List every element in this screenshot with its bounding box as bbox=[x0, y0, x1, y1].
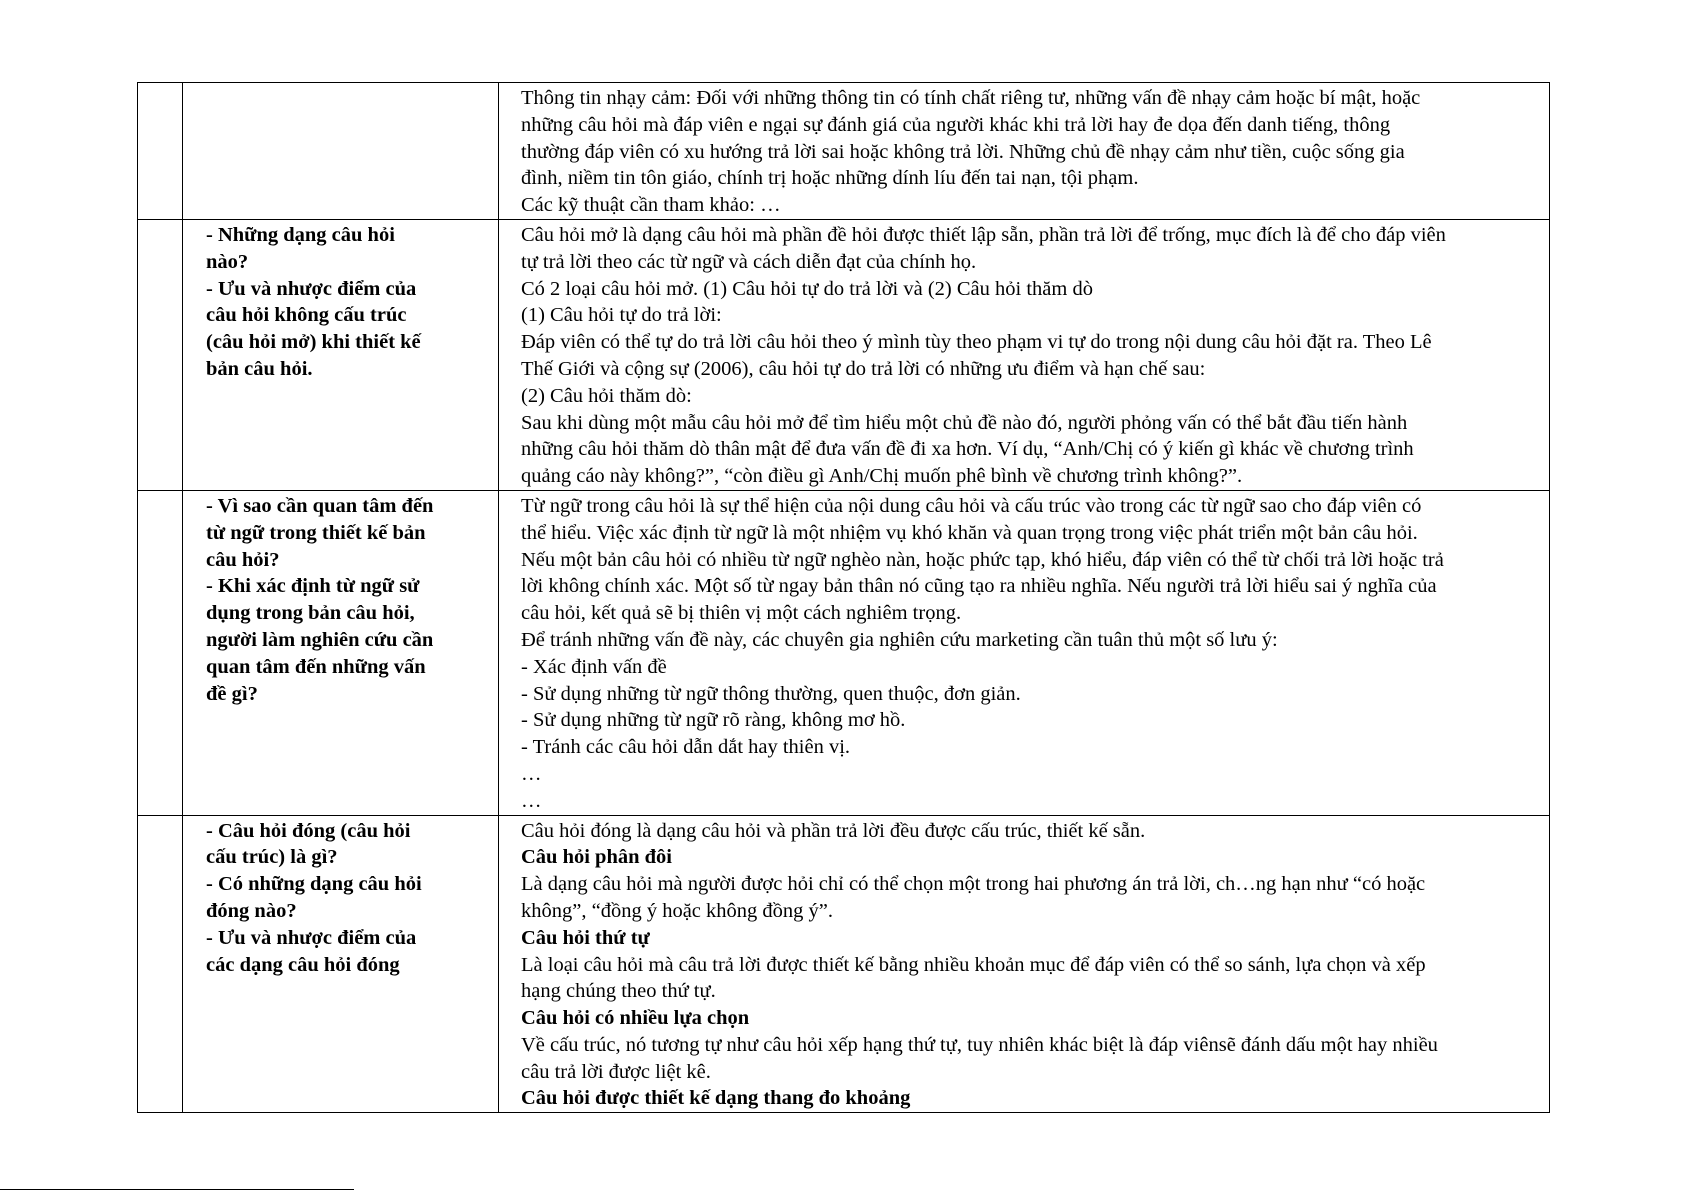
question-line: câu hỏi không cấu trúc bbox=[206, 304, 407, 327]
question-line: - Câu hỏi đóng (câu hỏi bbox=[206, 819, 411, 842]
answer-cell bbox=[499, 815, 1550, 1113]
answer-subheading: Câu hỏi có nhiều lựa chọn bbox=[521, 1007, 750, 1030]
answer-line: - Sử dụng những từ ngữ thông thường, quen thuộc, đơn giản. bbox=[521, 682, 1021, 705]
answer-line: Câu hỏi mở là dạng câu hỏi mà phần đề hỏi được thiết lập sẵn, phần trả lời để trống, mục đích là để cho đáp viên bbox=[521, 223, 1446, 246]
question-line: - Khi xác định từ ngữ sử bbox=[206, 575, 420, 598]
answer-line: câu hỏi, kết quả sẽ bị thiên vị một cách nghiêm trọng. bbox=[521, 602, 962, 625]
answer-line: … bbox=[521, 789, 542, 812]
answer-line: (2) Câu hỏi thăm dò: bbox=[521, 384, 692, 407]
question-line: - Ưu và nhược điểm của bbox=[206, 926, 417, 949]
question-line: câu hỏi? bbox=[206, 548, 280, 571]
question-line: người làm nghiên cứu cần bbox=[206, 628, 434, 651]
answer-cell bbox=[499, 490, 1550, 815]
question-line: từ ngữ trong thiết kế bản bbox=[206, 521, 426, 544]
answer-line: - Xác định vấn đề bbox=[521, 655, 667, 678]
answer-line: Để tránh những vấn đề này, các chuyên gia nghiên cứu marketing cần tuân thủ một số lưu ý: bbox=[521, 628, 1278, 651]
answer-line: Các kỹ thuật cần tham khảo: … bbox=[521, 194, 781, 217]
answer-line: hạng chúng theo thứ tự. bbox=[521, 980, 716, 1003]
question-line: (câu hỏi mở) khi thiết kế bbox=[206, 331, 421, 354]
table-row bbox=[138, 83, 1550, 220]
answer-line: không”, “đồng ý hoặc không đồng ý”. bbox=[521, 899, 833, 922]
answer-line: Về cấu trúc, nó tương tự như câu hỏi xếp hạng thứ tự, tuy nhiên khác biệt là đáp viênsẽ đánh dấu một hay nhiều bbox=[521, 1033, 1438, 1056]
question-line: đề gì? bbox=[206, 682, 258, 705]
answer-line: Từ ngữ trong câu hỏi là sự thể hiện của nội dung câu hỏi và cấu trúc vào trong các từ ngữ sao cho đáp viên có bbox=[521, 494, 1422, 517]
answer-line: những câu hỏi mà đáp viên e ngại sự đánh giá của người khác khi trả lời hay đe dọa đến danh tiếng, thông bbox=[521, 113, 1391, 136]
question-line: quan tâm đến những vấn bbox=[206, 655, 426, 678]
answer-subheading: Câu hỏi phân đôi bbox=[521, 846, 672, 869]
answer-line: đình, niềm tin tôn giáo, chính trị hoặc những dính líu đến tai nạn, tội phạm. bbox=[521, 167, 1139, 190]
index-cell bbox=[138, 219, 183, 490]
question-line: đóng nào? bbox=[206, 899, 297, 922]
answer-cell bbox=[499, 219, 1550, 490]
question-cell bbox=[183, 815, 499, 1113]
answer-line: thể hiểu. Việc xác định từ ngữ là một nhiệm vụ khó khăn và quan trọng trong việc phát triển một bản câu hỏi. bbox=[521, 521, 1418, 544]
content-table bbox=[137, 82, 1550, 1113]
answer-line: những câu hỏi thăm dò thân mật để đưa vấn đề đi xa hơn. Ví dụ, “Anh/Chị có ý kiến gì khác về chương trình bbox=[521, 438, 1414, 461]
question-line: cấu trúc) là gì? bbox=[206, 846, 338, 869]
question-line: - Có những dạng câu hỏi bbox=[206, 873, 422, 896]
answer-subheading: Câu hỏi thứ tự bbox=[521, 926, 650, 949]
answer-line: quảng cáo này không?”, “còn điều gì Anh/Chị muốn phê bình về chương trình không?”. bbox=[521, 465, 1243, 488]
answer-line: (1) Câu hỏi tự do trả lời: bbox=[521, 304, 722, 327]
answer-line: Đáp viên có thể tự do trả lời câu hỏi theo ý mình tùy theo phạm vi tự do trong nội dung câu hỏi đặt ra. Theo Lê bbox=[521, 331, 1432, 354]
footnote-separator bbox=[0, 1189, 354, 1190]
question-line: - Ưu và nhược điểm của bbox=[206, 277, 417, 300]
question-line: các dạng câu hỏi đóng bbox=[206, 953, 400, 976]
answer-line: Là dạng câu hỏi mà người được hỏi chỉ có thể chọn một trong hai phương án trả lời, ch…ng hạn như “có hoặc bbox=[521, 873, 1426, 896]
answer-line: … bbox=[521, 762, 542, 785]
answer-cell bbox=[499, 83, 1550, 220]
answer-line: Sau khi dùng một mẫu câu hỏi mở để tìm hiểu một chủ đề nào đó, người phỏng vấn có thể bắt đầu tiến hành bbox=[521, 411, 1408, 434]
question-cell bbox=[183, 490, 499, 815]
answer-line: lời không chính xác. Một số từ ngay bản thân nó cũng tạo ra nhiều nghĩa. Nếu người trả lời hiểu sai ý nghĩa của bbox=[521, 575, 1437, 598]
answer-line: - Sử dụng những từ ngữ rõ ràng, không mơ hồ. bbox=[521, 709, 906, 732]
question-line: - Vì sao cần quan tâm đến bbox=[206, 494, 434, 517]
index-cell bbox=[138, 490, 183, 815]
index-cell bbox=[138, 815, 183, 1113]
answer-line: Có 2 loại câu hỏi mở. (1) Câu hỏi tự do trả lời và (2) Câu hỏi thăm dò bbox=[521, 277, 1093, 300]
answer-line: Câu hỏi đóng là dạng câu hỏi và phần trả lời đều được cấu trúc, thiết kế sẵn. bbox=[521, 819, 1146, 842]
answer-line: tự trả lời theo các từ ngữ và cách diễn đạt của chính họ. bbox=[521, 250, 977, 273]
answer-line: Thông tin nhạy cảm: Đối với những thông tin có tính chất riêng tư, những vấn đề nhạy cảm hoặc bí mật, hoặc bbox=[521, 87, 1421, 109]
table-row bbox=[138, 219, 1550, 490]
table-row bbox=[138, 490, 1550, 815]
question-line: - Những dạng câu hỏi bbox=[206, 223, 395, 246]
answer-line: thường đáp viên có xu hướng trả lời sai hoặc không trả lời. Những chủ đề nhạy cảm như tiền, cuộc sống gia bbox=[521, 140, 1405, 163]
question-line: nào? bbox=[206, 250, 249, 273]
question-cell bbox=[183, 219, 499, 490]
question-line: bản câu hỏi. bbox=[206, 357, 313, 380]
table-row bbox=[138, 815, 1550, 1113]
answer-subheading: Câu hỏi được thiết kế dạng thang đo khoảng bbox=[521, 1087, 911, 1110]
answer-line: Là loại câu hỏi mà câu trả lời được thiết kế bằng nhiều khoản mục để đáp viên có thể so sánh, lựa chọn và xếp bbox=[521, 953, 1426, 976]
answer-line: câu trả lời được liệt kê. bbox=[521, 1060, 711, 1083]
question-line: dụng trong bản câu hỏi, bbox=[206, 602, 415, 625]
question-cell bbox=[183, 83, 499, 220]
answer-line: - Tránh các câu hỏi dẫn dắt hay thiên vị. bbox=[521, 736, 851, 759]
index-cell bbox=[138, 83, 183, 220]
answer-line: Nếu một bản câu hỏi có nhiều từ ngữ nghèo nàn, hoặc phức tạp, khó hiểu, đáp viên có thể từ chối trả lời hoặc trả bbox=[521, 548, 1444, 571]
answer-line: Thế Giới và cộng sự (2006), câu hỏi tự do trả lời có những ưu điểm và hạn chế sau: bbox=[521, 357, 1206, 380]
